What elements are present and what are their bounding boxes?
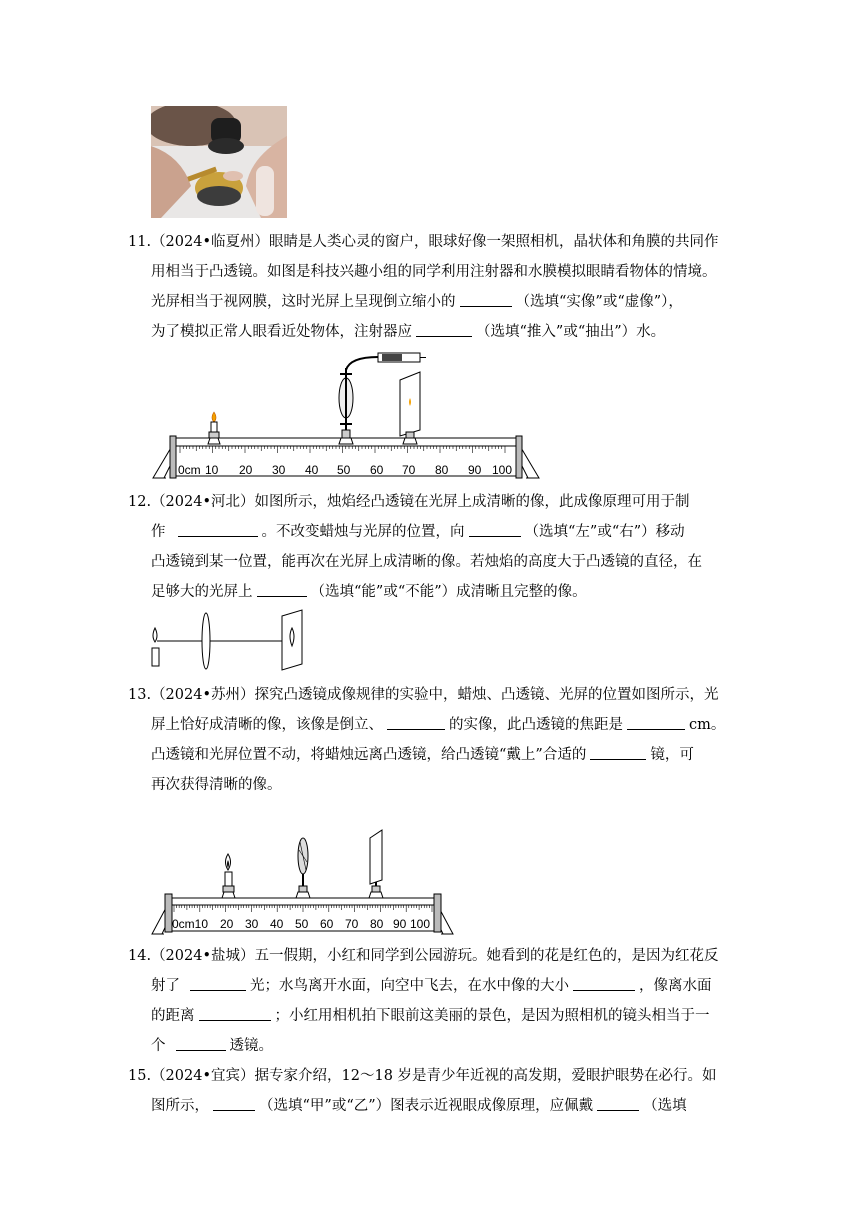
ruler-label: 50 — [337, 463, 351, 477]
question-number: 11. — [128, 234, 152, 250]
question-text: 为了模拟正常人眼看近处物体，注射器应 — [151, 324, 412, 340]
optical-bench-figure-13 — [150, 828, 455, 936]
answer-blank[interactable] — [178, 522, 258, 537]
question-text: ；小红用相机拍下眼前这美丽的景色，是因为照相机的镜头相当于一 — [274, 1008, 710, 1024]
ruler-label: 10 — [205, 463, 219, 477]
question-text: 探究凸透镜成像规律的实验中，蜡烛、凸透镜、光屏的位置如图所示，光 — [254, 687, 719, 703]
answer-blank[interactable] — [590, 745, 646, 760]
optical-bench-figure-11 — [150, 350, 542, 480]
question-15 — [128, 1061, 748, 1121]
ruler-label: 90 — [393, 917, 407, 931]
question-source: （2024•盐城） — [151, 948, 255, 964]
question-text: 镜，可 — [650, 747, 694, 763]
question-text: 图所示， — [151, 1098, 209, 1114]
ruler-label: 80 — [435, 463, 449, 477]
question-text: 五一假期，小红和同学到公园游玩。她看到的花是红色的，是因为红花反 — [254, 948, 719, 964]
ruler-label: 0cm10 — [172, 917, 209, 931]
question-text: 据专家介绍，12～18 岁是青少年近视的高发期，爱眼护眼势在必行。如 — [254, 1068, 717, 1084]
question-text: 再次获得清晰的像。 — [151, 777, 282, 793]
question-text: 光；水鸟离开水面，向空中飞去，在水中像的大小 — [250, 978, 569, 994]
ruler-label: 80 — [370, 917, 384, 931]
question-number: 14. — [128, 948, 152, 964]
question-text: 透镜。 — [229, 1038, 273, 1054]
question-number: 13. — [128, 687, 152, 703]
question-source: （2024•苏州） — [151, 687, 255, 703]
light-screen — [400, 372, 420, 444]
answer-blank[interactable] — [199, 1006, 271, 1021]
answer-blank[interactable] — [416, 322, 472, 337]
convex-lens — [296, 838, 310, 898]
answer-blank[interactable] — [213, 1096, 255, 1111]
answer-blank[interactable] — [597, 1096, 639, 1111]
question-text: 凸透镜到某一位置，能再次在光屏上成清晰的像。若烛焰的高度大于凸透镜的直径，在 — [151, 554, 702, 570]
ruler-label: 30 — [245, 917, 259, 931]
candle — [208, 412, 220, 444]
ruler-label: 20 — [220, 917, 234, 931]
ruler-label: 40 — [270, 917, 284, 931]
question-text: 作 — [151, 524, 166, 540]
question-source: （2024•宜宾） — [151, 1068, 255, 1084]
ruler-label: 70 — [402, 463, 416, 477]
question-text: （选填“左”或“右”）移动 — [524, 524, 685, 540]
question-text: （选填“实像”或“虚像”）， — [515, 294, 683, 310]
question-text: 射了 — [151, 978, 180, 994]
light-screen — [369, 830, 383, 898]
answer-blank[interactable] — [627, 715, 685, 730]
question-text: 。不改变蜡烛与光屏的位置，向 — [261, 524, 465, 540]
answer-blank[interactable] — [257, 582, 307, 597]
ruler-label: 70 — [345, 917, 359, 931]
question-text: 的实像，此凸透镜的焦距是 — [449, 717, 623, 733]
question-text: 的距离 — [151, 1008, 195, 1024]
ruler-label: 60 — [370, 463, 384, 477]
ruler-label: 90 — [468, 463, 482, 477]
question-text: （选填“甲”或“乙”）图表示近视眼成像原理，应佩戴 — [259, 1098, 594, 1114]
ruler-label: 20 — [239, 463, 253, 477]
question-source: （2024•临夏州） — [151, 234, 270, 250]
question-text: 屏上恰好成清晰的像，该像是倒立、 — [151, 717, 383, 733]
question-13 — [128, 680, 748, 800]
question-text: （选填“能”或“不能”）成清晰且完整的像。 — [310, 584, 587, 600]
ruler-label: 60 — [320, 917, 334, 931]
question-number: 12. — [128, 494, 152, 510]
question-text: 眼睛是人类心灵的窗户，眼球好像一架照相机，晶状体和角膜的共同作 — [269, 234, 719, 250]
question-11 — [128, 227, 748, 347]
question-text: ，像离水面 — [639, 978, 712, 994]
question-text: 如图所示，烛焰经凸透镜在光屏上成清晰的像，此成像原理可用于制 — [254, 494, 690, 510]
question-text: 个 — [151, 1038, 166, 1054]
answer-blank[interactable] — [460, 292, 512, 307]
answer-blank[interactable] — [387, 715, 445, 730]
candle — [222, 854, 235, 898]
question-source: （2024•河北） — [151, 494, 255, 510]
ruler-label: 30 — [272, 463, 286, 477]
answer-blank[interactable] — [190, 976, 246, 991]
answer-blank[interactable] — [469, 522, 521, 537]
ruler-label: 50 — [295, 917, 309, 931]
ruler-label: 100 — [492, 463, 513, 477]
ruler-label: 0cm — [178, 463, 201, 477]
ruler-label: 40 — [305, 463, 319, 477]
lens-imaging-figure-12 — [147, 608, 307, 672]
question-number: 15. — [128, 1068, 152, 1084]
question-text: （选填 — [643, 1098, 687, 1114]
question-text: 光屏相当于视网膜，这时光屏上呈现倒立缩小的 — [151, 294, 456, 310]
question-text: 凸透镜和光屏位置不动，将蜡烛远离凸透镜，给凸透镜“戴上”合适的 — [151, 747, 587, 763]
answer-blank[interactable] — [573, 976, 635, 991]
question-text: （选填“推入”或“抽出”）水。 — [476, 324, 666, 340]
question-12 — [128, 487, 748, 607]
ruler-label: 100 — [410, 917, 431, 931]
answer-blank[interactable] — [176, 1036, 226, 1051]
question-text: cm。 — [689, 717, 726, 733]
question-14 — [128, 941, 748, 1061]
question-text: 用相当于凸透镜。如图是科技兴趣小组的同学利用注射器和水膜模拟眼睛看物体的情境。 — [151, 264, 717, 280]
question-text: 足够大的光屏上 — [151, 584, 253, 600]
magnifier-photo — [151, 106, 287, 218]
